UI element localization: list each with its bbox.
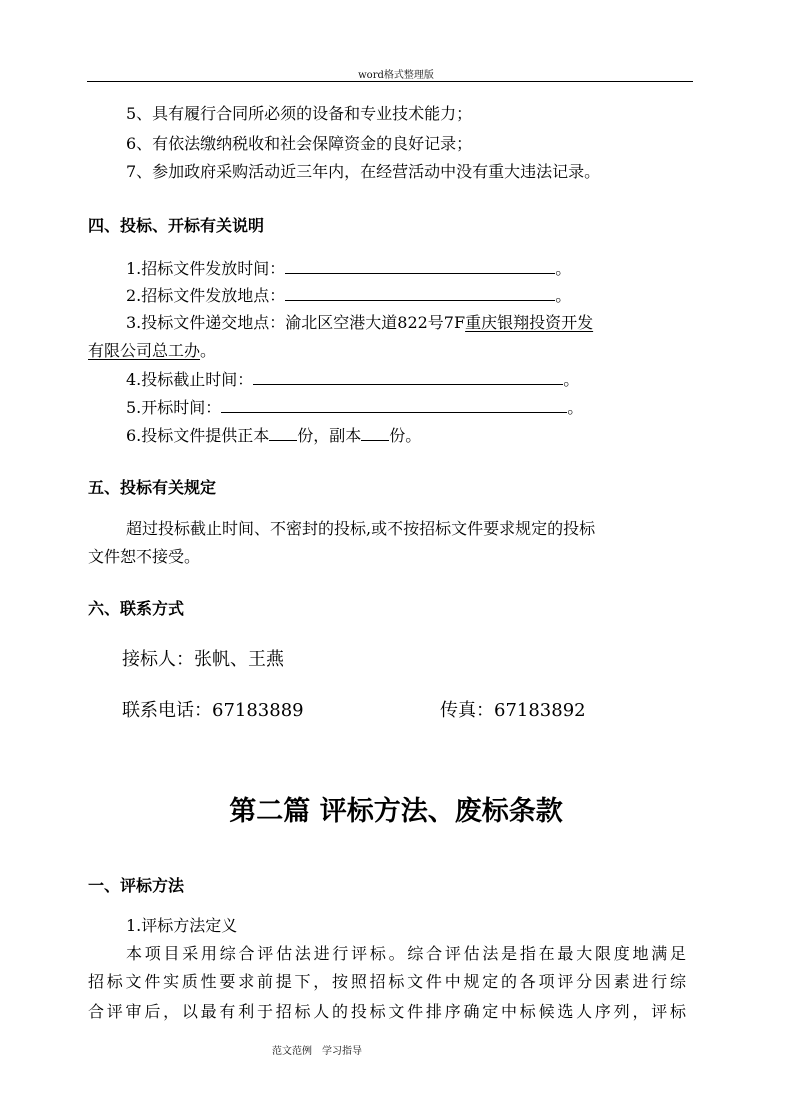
original-count-blank bbox=[269, 425, 297, 441]
tender-issue-time-blank bbox=[285, 258, 555, 274]
evaluation-paragraph-line3: 合评审后，以最有利于招标人的投标文件排序确定中标候选人序列，评标 bbox=[88, 1002, 686, 1021]
company-name-part2: 有限公司总工办 bbox=[88, 341, 201, 360]
contact-person: 接标人：张帆、王燕 bbox=[122, 649, 284, 670]
tender-issue-place-label: 2.招标文件发放地点： bbox=[126, 286, 286, 305]
bid-deadline-row bbox=[126, 369, 579, 390]
evaluation-paragraph-line1: 本项目采用综合评估法进行评标。综合评估法是指在最大限度地满足 bbox=[126, 944, 686, 963]
requirement-item-7: 7、参加政府采购活动近三年内，在经营活动中没有重大违法记录。 bbox=[126, 162, 601, 181]
section-5-heading: 五、投标有关规定 bbox=[88, 478, 217, 497]
bid-submission-place-text: 3.投标文件递交地点：渝北区空港大道822号7F bbox=[126, 313, 466, 332]
duplicate-count-blank bbox=[361, 425, 389, 441]
section-4-heading: 四、投标、开标有关说明 bbox=[88, 216, 265, 235]
company-name-part1: 重庆银翔投资开发 bbox=[465, 313, 594, 332]
tender-issue-place-blank bbox=[285, 285, 555, 301]
contact-phone: 联系电话：67183889 bbox=[122, 700, 304, 721]
bid-rules-paragraph-line2: 文件恕不接受。 bbox=[88, 547, 201, 566]
bid-opening-time-blank bbox=[221, 397, 567, 413]
page-header: word格式整理版 bbox=[358, 70, 434, 81]
section-6-heading: 六、联系方式 bbox=[88, 599, 185, 618]
period: 。 bbox=[555, 286, 572, 305]
bid-submission-place-row bbox=[126, 313, 593, 333]
period: 。 bbox=[200, 341, 217, 360]
requirement-item-5: 5、具有履行合同所必须的设备和专业技术能力； bbox=[126, 104, 473, 123]
bid-deadline-label: 4.投标截止时间： bbox=[126, 370, 254, 389]
bid-opening-time-label: 5.开标时间： bbox=[126, 398, 222, 417]
period: 。 bbox=[567, 398, 584, 417]
header-divider bbox=[87, 81, 693, 82]
period: 。 bbox=[563, 370, 580, 389]
period: 。 bbox=[555, 259, 572, 278]
bid-rules-paragraph-line1: 超过投标截止时间、不密封的投标,或不按招标文件要求规定的投标 bbox=[126, 519, 596, 538]
evaluation-paragraph-line2: 招标文件实质性要求前提下，按照招标文件中规定的各项评分因素进行综 bbox=[88, 972, 686, 991]
page-footer: 范文范例 学习指导 bbox=[272, 1046, 362, 1057]
tender-issue-time-label: 1.招标文件发放时间： bbox=[126, 259, 286, 278]
part-2-title: 第二篇 评标方法、废标条款 bbox=[229, 796, 563, 827]
tender-issue-time-row bbox=[126, 258, 571, 279]
bid-copies-duplicate-label: 份，副本 bbox=[297, 426, 362, 445]
requirement-item-6: 6、有依法缴纳税收和社会保障资金的良好记录； bbox=[126, 134, 473, 153]
evaluation-method-heading: 一、评标方法 bbox=[88, 876, 185, 895]
bid-copies-row bbox=[126, 425, 421, 446]
bid-copies-original-label: 6.投标文件提供正本 bbox=[126, 426, 270, 445]
evaluation-method-definition-heading: 1.评标方法定义 bbox=[126, 916, 238, 935]
contact-fax: 传真：67183892 bbox=[440, 700, 586, 721]
bid-copies-suffix: 份。 bbox=[389, 426, 422, 445]
bid-submission-place-row-cont bbox=[88, 341, 216, 361]
bid-deadline-blank bbox=[253, 369, 563, 385]
tender-issue-place-row bbox=[126, 285, 571, 306]
bid-opening-time-row bbox=[126, 397, 583, 418]
